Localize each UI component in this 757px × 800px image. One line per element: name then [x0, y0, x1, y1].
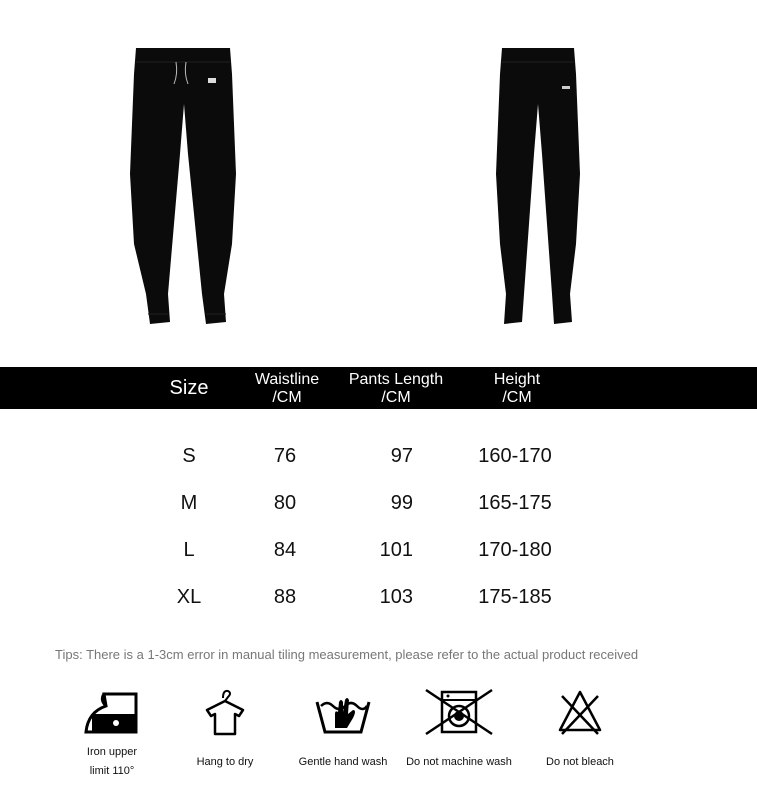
cell-waistline: 88 [273, 586, 297, 608]
cell-height: 170-180 [478, 539, 552, 561]
care-item-no-bleach [532, 688, 628, 772]
care-label-iron-line2: limit 110° [89, 765, 135, 777]
header-waistline-unit: /CM [272, 389, 302, 406]
cell-size: XL [176, 586, 202, 608]
size-table-header [0, 367, 757, 409]
table-row [0, 582, 757, 612]
pants-front-image [128, 44, 238, 326]
header-pants-length [338, 371, 454, 407]
cell-pants-length: 103 [379, 586, 413, 608]
table-row [0, 535, 757, 565]
cell-height: 165-175 [478, 492, 552, 514]
iron-icon [82, 688, 142, 736]
header-waistline [245, 371, 329, 407]
care-item-hand-wash [290, 688, 396, 772]
header-height-label: Height [493, 371, 541, 388]
care-item-no-machine-wash [398, 688, 520, 772]
hand-wash-icon [313, 688, 373, 736]
table-row [0, 441, 757, 471]
header-pants-length-label: Pants Length [348, 371, 444, 388]
cell-pants-length: 101 [379, 539, 413, 561]
cell-pants-length: 99 [390, 492, 413, 514]
hanger-icon [203, 688, 247, 738]
header-waistline-label: Waistline [254, 371, 320, 388]
cell-height: 175-185 [478, 586, 552, 608]
cell-waistline: 84 [273, 539, 297, 561]
care-label-no-bleach: Do not bleach [546, 756, 614, 768]
cell-size: L [183, 539, 195, 561]
cell-pants-length: 97 [390, 445, 413, 467]
header-height-unit: /CM [502, 389, 532, 406]
cell-waistline: 76 [273, 445, 297, 467]
cell-size: M [180, 492, 198, 514]
table-row [0, 488, 757, 518]
header-pants-length-unit: /CM [381, 389, 411, 406]
care-label-iron-line1: Iron upper [86, 746, 138, 758]
no-machine-wash-icon [424, 688, 494, 736]
cell-waistline: 80 [273, 492, 297, 514]
pants-back-image [496, 44, 580, 326]
care-label-no-machine-wash: Do not machine wash [406, 756, 512, 768]
care-item-iron [72, 688, 152, 781]
header-height [478, 371, 556, 407]
care-item-hang [188, 688, 262, 772]
cell-size: S [182, 445, 196, 467]
header-size: Size [169, 377, 209, 399]
care-label-hand-wash: Gentle hand wash [298, 756, 388, 768]
no-bleach-icon [556, 688, 604, 736]
measurement-tips: Tips: There is a 1-3cm error in manual tiling measurement, please refer to the actual product received [55, 647, 639, 662]
care-label-hang: Hang to dry [196, 756, 254, 768]
cell-height: 160-170 [478, 445, 552, 467]
